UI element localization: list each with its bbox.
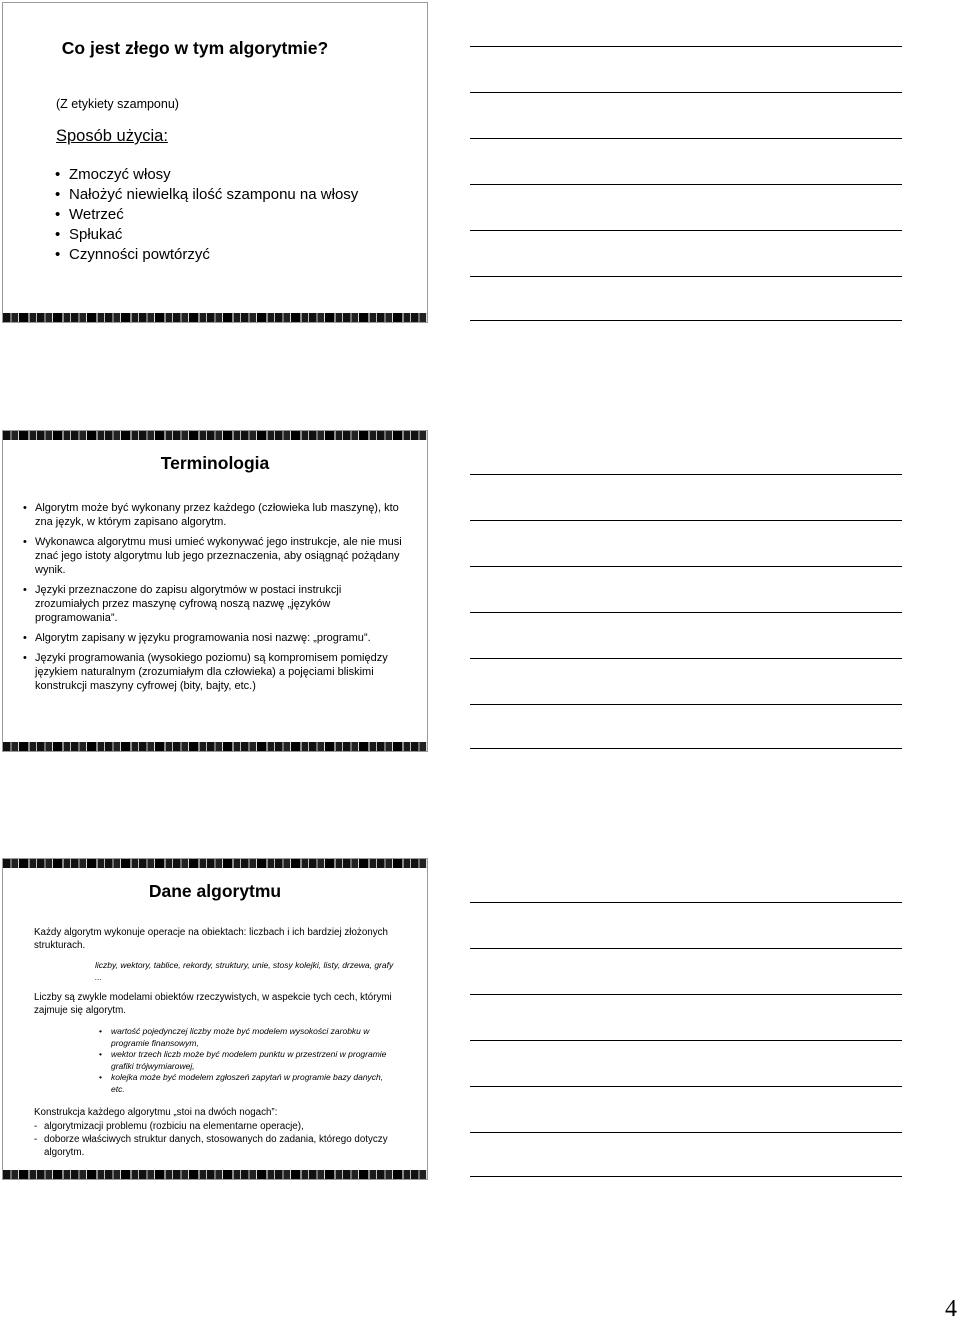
list-item: • Czynności powtórzyć	[55, 245, 358, 265]
slide-1	[2, 2, 428, 323]
note-line	[470, 1176, 902, 1177]
italic-note: liczby, wektory, tablice, rekordy, struktury, unie, stosy kolejki, listy, drzewa, grafy ...	[95, 960, 394, 982]
section-heading: Sposób użycia:	[56, 127, 168, 145]
note-line	[470, 566, 902, 567]
list-dash: -	[34, 1121, 38, 1132]
note-line	[470, 1086, 902, 1087]
note-line	[470, 276, 902, 277]
bullet-list	[23, 501, 403, 699]
slide-title: Terminologia	[160, 453, 270, 473]
slide-header-bar	[3, 859, 427, 868]
bullet-list	[55, 165, 358, 265]
paragraph: Konstrukcja każdego algorytmu „stoi na dwóch nogach”:	[34, 1107, 278, 1118]
paragraph: Liczby są zwykle modelami obiektów rzeczywistych, w aspekcie tych cech, którymi zajmuje się algorytm.	[34, 992, 392, 1016]
slide-title: Co jest złego w tym algorytmie?	[61, 38, 329, 58]
note-line	[470, 902, 902, 903]
note-line	[470, 994, 902, 995]
note-line	[470, 658, 902, 659]
slide-3	[2, 858, 428, 1180]
list-item: • wektor trzech liczb może być modelem punktu w przestrzeni w programie grafiki trójwymiarowej,	[99, 1049, 399, 1072]
slide-footer-bar	[3, 1170, 427, 1179]
slide-footer-bar	[3, 313, 427, 322]
list-item: • Języki przeznaczone do zapisu algorytmów w postaci instrukcji zrozumiałych przez maszynę cyfrową noszą nazwę „języków programowania”.	[23, 583, 403, 625]
list-item: • Algorytm zapisany w języku programowania nosi nazwę: „programu”.	[23, 631, 403, 645]
note-line	[470, 474, 902, 475]
list-text: doborze właściwych struktur danych, stosowanych do zadania, którego dotyczy algorytm.	[44, 1134, 388, 1158]
note-line	[470, 184, 902, 185]
list-dash: -	[34, 1134, 38, 1145]
list-item: • Algorytm może być wykonany przez każdego (człowieka lub maszynę), kto zna język, w którym zapisano algorytm.	[23, 501, 403, 529]
note-line	[470, 1040, 902, 1041]
note-line	[470, 46, 902, 47]
slide-subtitle: (Z etykiety szamponu)	[56, 97, 179, 111]
list-item: • Nałożyć niewielką ilość szamponu na włosy	[55, 185, 358, 205]
note-line	[470, 320, 902, 321]
list-item: • kolejka może być modelem zgłoszeń zapytań w programie bazy danych, etc.	[99, 1072, 399, 1095]
list-item: • Zmoczyć włosy	[55, 165, 358, 185]
note-line	[470, 704, 902, 705]
slide-title: Dane algorytmu	[148, 881, 282, 901]
note-line	[470, 612, 902, 613]
list-item: • wartość pojedynczej liczby może być modelem wysokości zarobku w programie finansowym,	[99, 1026, 399, 1049]
list-item: • Wykonawca algorytmu musi umieć wykonywać jego instrukcje, ale nie musi znać jego istoty algorytmu lub jego przeznaczenia, aby osiągnąć pożądany wynik.	[23, 535, 403, 577]
slide-header-bar	[3, 431, 427, 440]
note-line	[470, 748, 902, 749]
note-line	[470, 92, 902, 93]
note-line	[470, 138, 902, 139]
page-number: 4	[945, 1296, 957, 1322]
slide-2	[2, 430, 428, 752]
list-item: • Wetrzeć	[55, 205, 358, 225]
paragraph: Każdy algorytm wykonuje operacje na obiektach: liczbach i ich bardziej złożonych strukturach.	[34, 927, 388, 951]
note-line	[470, 1132, 902, 1133]
list-item: • Języki programowania (wysokiego poziomu) są kompromisem pomiędzy językiem naturalnym (zrozumiałym dla człowieka) a pojęciami bliskimi konstrukcji maszyny cyfrowej (bity, bajty, etc.)	[23, 651, 403, 693]
note-line	[470, 948, 902, 949]
bullet-list	[99, 1026, 399, 1095]
dash-list	[34, 1120, 409, 1159]
list-item	[34, 1120, 409, 1133]
note-line	[470, 520, 902, 521]
note-line	[470, 230, 902, 231]
list-item: • Spłukać	[55, 225, 358, 245]
list-item	[34, 1133, 409, 1159]
list-text: algorytmizacji problemu (rozbiciu na elementarne operacje),	[44, 1121, 304, 1132]
slide-footer-bar	[3, 742, 427, 751]
